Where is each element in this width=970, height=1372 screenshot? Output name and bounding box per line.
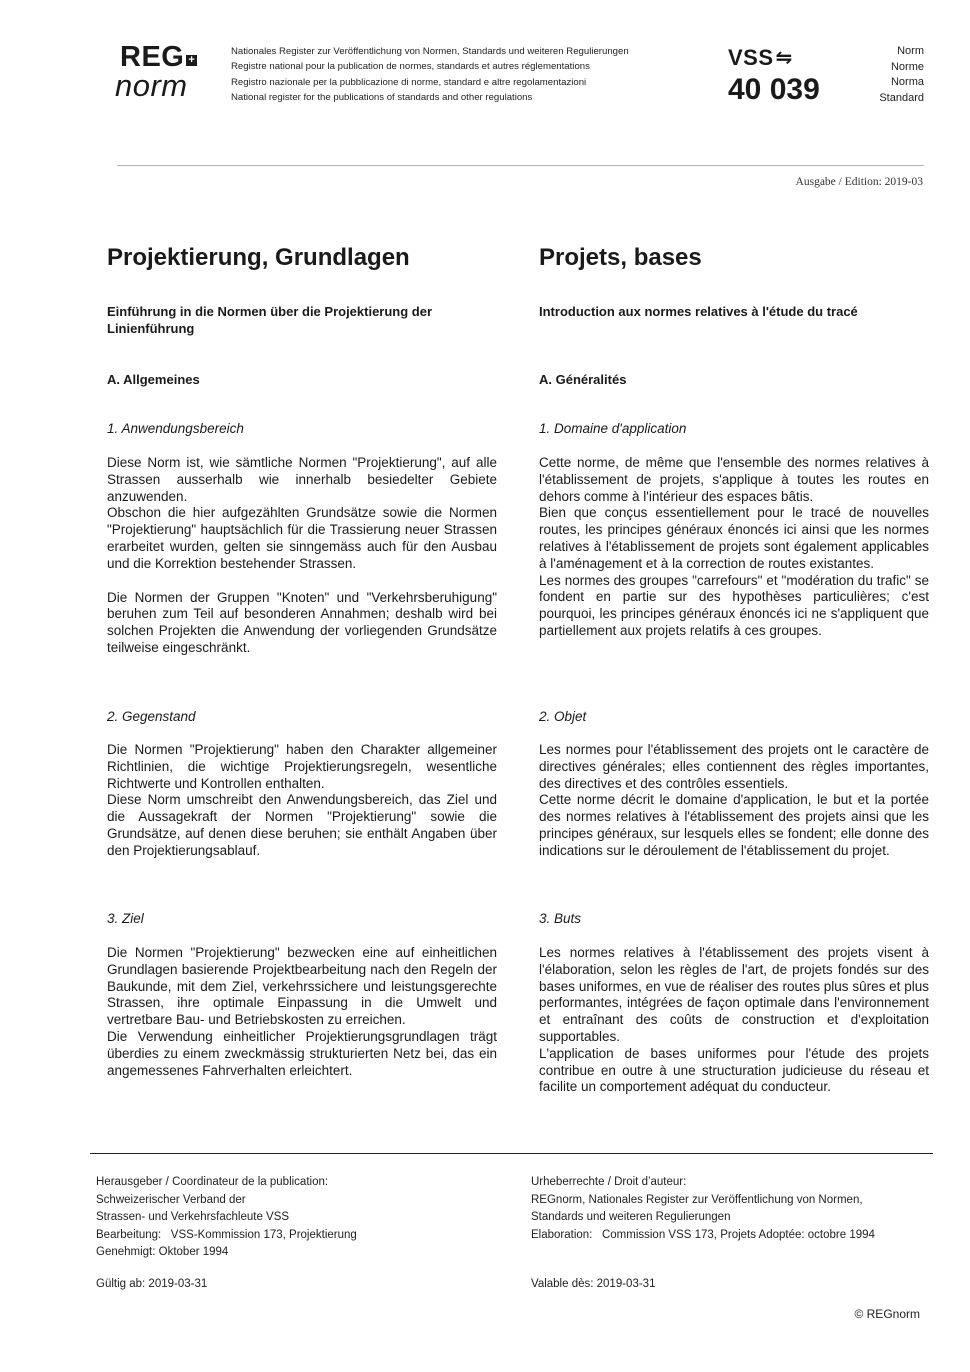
subtitle-fr: Introduction aux normes relatives à l'étude du tracé bbox=[539, 304, 858, 319]
register-line-fr: Registre national pour la publication de normes, standards et autres réglementations bbox=[231, 61, 590, 73]
type-en: Standard bbox=[879, 91, 924, 104]
paragraph: Die Verwendung einheitlicher Projektierungsgrundlagen trägt überdies zu einem zweckmässig strukturierten Netz bei, das ein angemessenes Fahrverhalten erleichtert. bbox=[107, 1028, 497, 1078]
paragraph: Bien que conçus essentiellement pour le tracé de nouvelles routes, les principes généraux énoncés ici ainsi que les normes relatives à l'établissement de projets sont également applicables à l'aménagement et à la correction de routes existantes. bbox=[539, 505, 929, 571]
type-it: Norma bbox=[890, 76, 924, 88]
footer-divider bbox=[90, 1153, 933, 1154]
publisher-info bbox=[96, 1174, 357, 1262]
heading-scope-fr: 1. Domaine d'application bbox=[539, 421, 687, 436]
paragraph: Die Normen der Gruppen "Knoten" und "Verkehrsberuhigung" beruhen zum Teil auf besonderen Annahmen; deshalb wird bei solchen Projekten die Anwendung der vorliegenden Grundsätze teilweise eingeschränkt. bbox=[107, 589, 497, 655]
register-line-de: Nationales Register zur Veröffentlichung von Normen, Standards und weiteren Regulierungen bbox=[231, 46, 629, 57]
valid-from-de: Gültig ab: 2019-03-31 bbox=[96, 1278, 208, 1290]
scope-text-de bbox=[107, 455, 497, 657]
paragraph: Les normes des groupes "carrefours" et "modération du trafic" se fondent en partie sur des hypothèses particulières; c'est pourquoi, les principes généraux énoncés ici ne s'appliquent que partiellement aux projets relatifs à ces groupes. bbox=[539, 572, 929, 638]
section-heading-fr: A. Généralités bbox=[539, 372, 627, 387]
paragraph: Les normes relatives à l'établissement des projets visent à l'élaboration, selon les règles de l'art, de projets fondés sur des bases uniformes, en vue de réaliser des routes plus sûres et plus performantes, intégrées de façon optimale dans l'environnement et entraînant des coûts de construction et d'exploitation supportables. bbox=[539, 945, 929, 1044]
copyright-notice: © REGnorm bbox=[854, 1307, 920, 1321]
title-de: Projektierung, Grundlagen bbox=[107, 244, 410, 271]
publisher-line: Schweizerischer Verband der bbox=[96, 1193, 246, 1206]
scope-text-fr bbox=[539, 455, 929, 640]
vss-logo: VSS ⇋ bbox=[728, 45, 793, 70]
heading-goal-fr: 3. Buts bbox=[539, 911, 582, 926]
copyright-line: Urheberrechte / Droit d’auteur: bbox=[531, 1176, 687, 1188]
swiss-cross-icon: + bbox=[186, 55, 197, 66]
publisher-line: Genehmigt: Oktober 1994 bbox=[96, 1246, 229, 1258]
regnorm-logo-norm: norm bbox=[115, 68, 188, 103]
document-type-list bbox=[879, 44, 924, 106]
publisher-line: Strassen- und Verkehrsfachleute VSS bbox=[96, 1211, 290, 1223]
section-heading-de: A. Allgemeines bbox=[107, 372, 200, 387]
paragraph: Die Normen "Projektierung" haben den Charakter allgemeiner Richtlinien, die wichtige Projektierungsregeln, wesentliche Richtwerte und Kontrollen enthalten. bbox=[107, 742, 497, 791]
paragraph: Diese Norm ist, wie sämtliche Normen "Projektierung", auf alle Strassen ausserhalb wie innerhalb besiedelter Gebiete anzuwenden. bbox=[107, 455, 497, 504]
type-fr: Norme bbox=[890, 60, 924, 73]
vss-chevron-icon: ⇋ bbox=[775, 47, 793, 69]
subtitle-de: Einführung in die Normen über die Projektierung der Linienführung bbox=[107, 304, 433, 336]
register-line-en: National register for the publications of standards and other regulations bbox=[231, 91, 533, 103]
goal-text-de bbox=[107, 945, 497, 1079]
copyright-line: REGnorm, Nationales Register zur Veröffentlichung von Normen, bbox=[531, 1193, 863, 1206]
regnorm-logo-reg: REG + bbox=[120, 42, 197, 72]
paragraph: Die Normen "Projektierung" bezwecken eine auf einheitlichen Grundlagen basierende Projektbearbeitung nach den Regeln der Baukunde, mit dem Ziel, verkehrssichere und leistungsgerechte Strassen, ihre optimale Einpassung in die Umwelt und vertretbare Bau- und Betriebskosten zu erreichen. bbox=[107, 945, 497, 1028]
register-descriptions bbox=[231, 44, 629, 105]
copyright-info bbox=[531, 1174, 875, 1244]
edition-date: Ausgabe / Edition: 2019-03 bbox=[795, 176, 923, 188]
publisher-line: Bearbeitung: VSS-Kommission 173, Projektierung bbox=[96, 1228, 357, 1241]
standard-number: 40 039 bbox=[728, 73, 820, 106]
goal-text-fr bbox=[539, 945, 929, 1096]
heading-scope-de: 1. Anwendungsbereich bbox=[107, 421, 244, 436]
heading-subject-fr: 2. Objet bbox=[539, 709, 587, 724]
register-line-it: Registro nazionale per la pubblicazione di norme, standard e altre regolamentazioni bbox=[231, 76, 587, 88]
paragraph: Les normes pour l'établissement des projets ont le caractère de directives générales; elles contiennent des règles importantes, des directives et des contrôles essentiels. bbox=[539, 742, 929, 791]
subject-text-fr bbox=[539, 742, 929, 860]
copyright-line: Elaboration: Commission VSS 173, Projets Adoptée: octobre 1994 bbox=[531, 1228, 875, 1241]
paragraph: Diese Norm umschreibt den Anwendungsbereich, das Ziel und die Aussagekraft der Normen "Projektierung" sowie die Grundsätze, auf denen diese beruhen; sie enthält Angaben über den Projektierungsablauf. bbox=[107, 792, 497, 858]
paragraph: Cette norme décrit le domaine d'application, le but et la portée des normes relatives à l'établissement des projets ainsi que les principes généraux, sur lesquels elles se fondent; elle donne des indications sur le déroulement de l'établissement du projet. bbox=[539, 792, 929, 858]
title-fr: Projets, bases bbox=[539, 244, 702, 271]
paragraph: Obschon die hier aufgezählten Grundsätze sowie die Normen "Projektierung" hauptsächlich für die Trassierung neuer Strassen erarbeitet wurden, gelten sie sinngemäss auch für den Ausbau und die Korrektion bestehender Strassen. bbox=[107, 505, 497, 571]
heading-subject-de: 2. Gegenstand bbox=[107, 709, 196, 724]
copyright-line: Standards und weiteren Regulierungen bbox=[531, 1211, 731, 1223]
paragraph: Cette norme, de même que l'ensemble des normes relatives à l'établissement de projets, s'applique à toutes les routes en dehors comme à l'intérieur des espaces bâtis. bbox=[539, 455, 929, 504]
subject-text-de bbox=[107, 742, 497, 860]
paragraph: L'application de bases uniformes pour l'étude des projets contribue en outre à une structuration judicieuse du réseau et facilite un comportement adéquat du conducteur. bbox=[539, 1045, 929, 1095]
header-divider bbox=[117, 165, 924, 166]
valid-from-fr: Valable dès: 2019-03-31 bbox=[531, 1278, 656, 1290]
heading-goal-de: 3. Ziel bbox=[107, 911, 144, 926]
type-de: Norm bbox=[897, 45, 924, 57]
publisher-line: Herausgeber / Coordinateur de la publication: bbox=[96, 1176, 329, 1188]
